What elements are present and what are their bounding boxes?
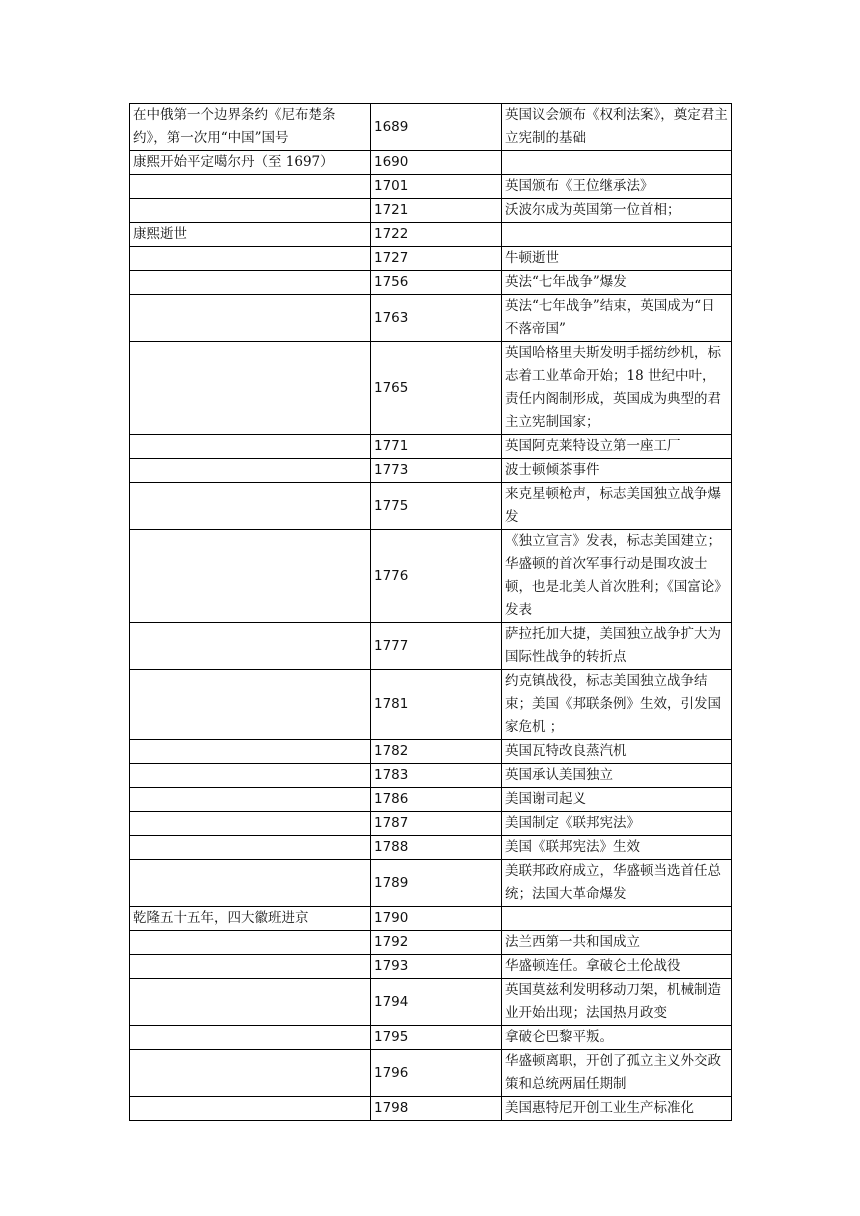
china-event-cell [130, 860, 371, 907]
china-event-cell [130, 979, 371, 1026]
china-event-cell [130, 435, 371, 459]
year-cell: 1786 [371, 788, 502, 812]
world-event-cell: 萨拉托加大捷，美国独立战争扩大为国际性战争的转折点 [502, 623, 732, 670]
world-event-cell: 约克镇战役，标志美国独立战争结束；美国《邦联条例》生效，引发国家危机 ； [502, 670, 732, 740]
china-event-cell: 在中俄第一个边界条约《尼布楚条约》，第一次用“中国”国号 [130, 104, 371, 151]
table-row [130, 530, 732, 623]
year-cell: 1777 [371, 623, 502, 670]
year-cell: 1793 [371, 955, 502, 979]
china-event-cell [130, 199, 371, 223]
year-cell: 1795 [371, 1026, 502, 1050]
world-event-cell: 法兰西第一共和国成立 [502, 931, 732, 955]
world-event-cell: 拿破仑巴黎平叛。 [502, 1026, 732, 1050]
world-event-cell: 英法“七年战争”结束，英国成为“日不落帝国” [502, 295, 732, 342]
table-row [130, 931, 732, 955]
year-cell: 1790 [371, 907, 502, 931]
table-row [130, 764, 732, 788]
china-event-cell [130, 955, 371, 979]
china-event-cell [130, 740, 371, 764]
year-cell: 1701 [371, 175, 502, 199]
world-event-cell: 英国哈格里夫斯发明手摇纺纱机，标志着工业革命开始；18 世纪中叶，责任内阁制形成，英国成为典型的君主立宪制国家； [502, 342, 732, 435]
china-event-cell [130, 1050, 371, 1097]
world-event-cell: 美国谢司起义 [502, 788, 732, 812]
china-event-cell [130, 530, 371, 623]
world-event-cell: 华盛顿连任。拿破仑土伦战役 [502, 955, 732, 979]
world-event-cell: 英国颁布《王位继承法》 [502, 175, 732, 199]
table-row [130, 955, 732, 979]
table-row [130, 435, 732, 459]
china-event-cell [130, 1026, 371, 1050]
china-event-cell [130, 1097, 371, 1121]
world-event-cell: 美联邦政府成立，华盛顿当选首任总统；法国大革命爆发 [502, 860, 732, 907]
china-event-cell [130, 342, 371, 435]
world-event-cell [502, 223, 732, 247]
table-row [130, 623, 732, 670]
table-row [130, 271, 732, 295]
china-event-cell [130, 295, 371, 342]
year-cell: 1792 [371, 931, 502, 955]
table-row [130, 459, 732, 483]
china-event-cell [130, 483, 371, 530]
year-cell: 1796 [371, 1050, 502, 1097]
table-row [130, 836, 732, 860]
china-event-cell [130, 459, 371, 483]
year-cell: 1788 [371, 836, 502, 860]
world-event-cell: 沃波尔成为英国第一位首相； [502, 199, 732, 223]
year-cell: 1690 [371, 151, 502, 175]
year-cell: 1771 [371, 435, 502, 459]
china-event-cell [130, 623, 371, 670]
china-event-cell: 康熙逝世 [130, 223, 371, 247]
table-row [130, 175, 732, 199]
year-cell: 1798 [371, 1097, 502, 1121]
year-cell: 1727 [371, 247, 502, 271]
year-cell: 1722 [371, 223, 502, 247]
world-event-cell: 波士顿倾茶事件 [502, 459, 732, 483]
table-row [130, 860, 732, 907]
table-row [130, 670, 732, 740]
year-cell: 1775 [371, 483, 502, 530]
table-row [130, 788, 732, 812]
table-row [130, 740, 732, 764]
year-cell: 1781 [371, 670, 502, 740]
year-cell: 1789 [371, 860, 502, 907]
timeline-body [130, 104, 732, 1121]
year-cell: 1794 [371, 979, 502, 1026]
world-event-cell: 《独立宣言》发表，标志美国建立；华盛顿的首次军事行动是围攻波士顿，也是北美人首次胜利；《国富论》发表 [502, 530, 732, 623]
world-event-cell: 英国莫兹利发明移动刀架，机械制造业开始出现；法国热月政变 [502, 979, 732, 1026]
china-event-cell [130, 931, 371, 955]
year-cell: 1689 [371, 104, 502, 151]
world-event-cell: 英国瓦特改良蒸汽机 [502, 740, 732, 764]
table-row [130, 979, 732, 1026]
table-row [130, 223, 732, 247]
year-cell: 1783 [371, 764, 502, 788]
world-event-cell: 美国《联邦宪法》生效 [502, 836, 732, 860]
year-cell: 1756 [371, 271, 502, 295]
year-cell: 1763 [371, 295, 502, 342]
table-row [130, 151, 732, 175]
world-event-cell: 英国承认美国独立 [502, 764, 732, 788]
year-cell: 1776 [371, 530, 502, 623]
year-cell: 1721 [371, 199, 502, 223]
table-row [130, 1050, 732, 1097]
china-event-cell: 康熙开始平定噶尔丹（至 1697） [130, 151, 371, 175]
world-event-cell: 美国惠特尼开创工业生产标准化 [502, 1097, 732, 1121]
table-row [130, 907, 732, 931]
world-event-cell: 英国议会颁布《权利法案》，奠定君主立宪制的基础 [502, 104, 732, 151]
year-cell: 1782 [371, 740, 502, 764]
world-event-cell [502, 151, 732, 175]
world-event-cell: 牛顿逝世 [502, 247, 732, 271]
world-event-cell [502, 907, 732, 931]
table-row [130, 1026, 732, 1050]
china-event-cell [130, 836, 371, 860]
china-event-cell [130, 812, 371, 836]
timeline-table [129, 103, 732, 1121]
world-event-cell: 美国制定《联邦宪法》 [502, 812, 732, 836]
china-event-cell [130, 175, 371, 199]
table-row [130, 199, 732, 223]
world-event-cell: 英法“七年战争”爆发 [502, 271, 732, 295]
table-row [130, 1097, 732, 1121]
table-row [130, 812, 732, 836]
world-event-cell: 华盛顿离职，开创了孤立主义外交政策和总统两届任期制 [502, 1050, 732, 1097]
table-row [130, 342, 732, 435]
china-event-cell: 乾隆五十五年，四大徽班进京 [130, 907, 371, 931]
china-event-cell [130, 788, 371, 812]
year-cell: 1787 [371, 812, 502, 836]
china-event-cell [130, 670, 371, 740]
table-row [130, 104, 732, 151]
table-row [130, 247, 732, 271]
table-row [130, 483, 732, 530]
world-event-cell: 来克星顿枪声，标志美国独立战争爆发 [502, 483, 732, 530]
world-event-cell: 英国阿克莱特设立第一座工厂 [502, 435, 732, 459]
year-cell: 1765 [371, 342, 502, 435]
table-row [130, 295, 732, 342]
china-event-cell [130, 247, 371, 271]
china-event-cell [130, 271, 371, 295]
year-cell: 1773 [371, 459, 502, 483]
china-event-cell [130, 764, 371, 788]
